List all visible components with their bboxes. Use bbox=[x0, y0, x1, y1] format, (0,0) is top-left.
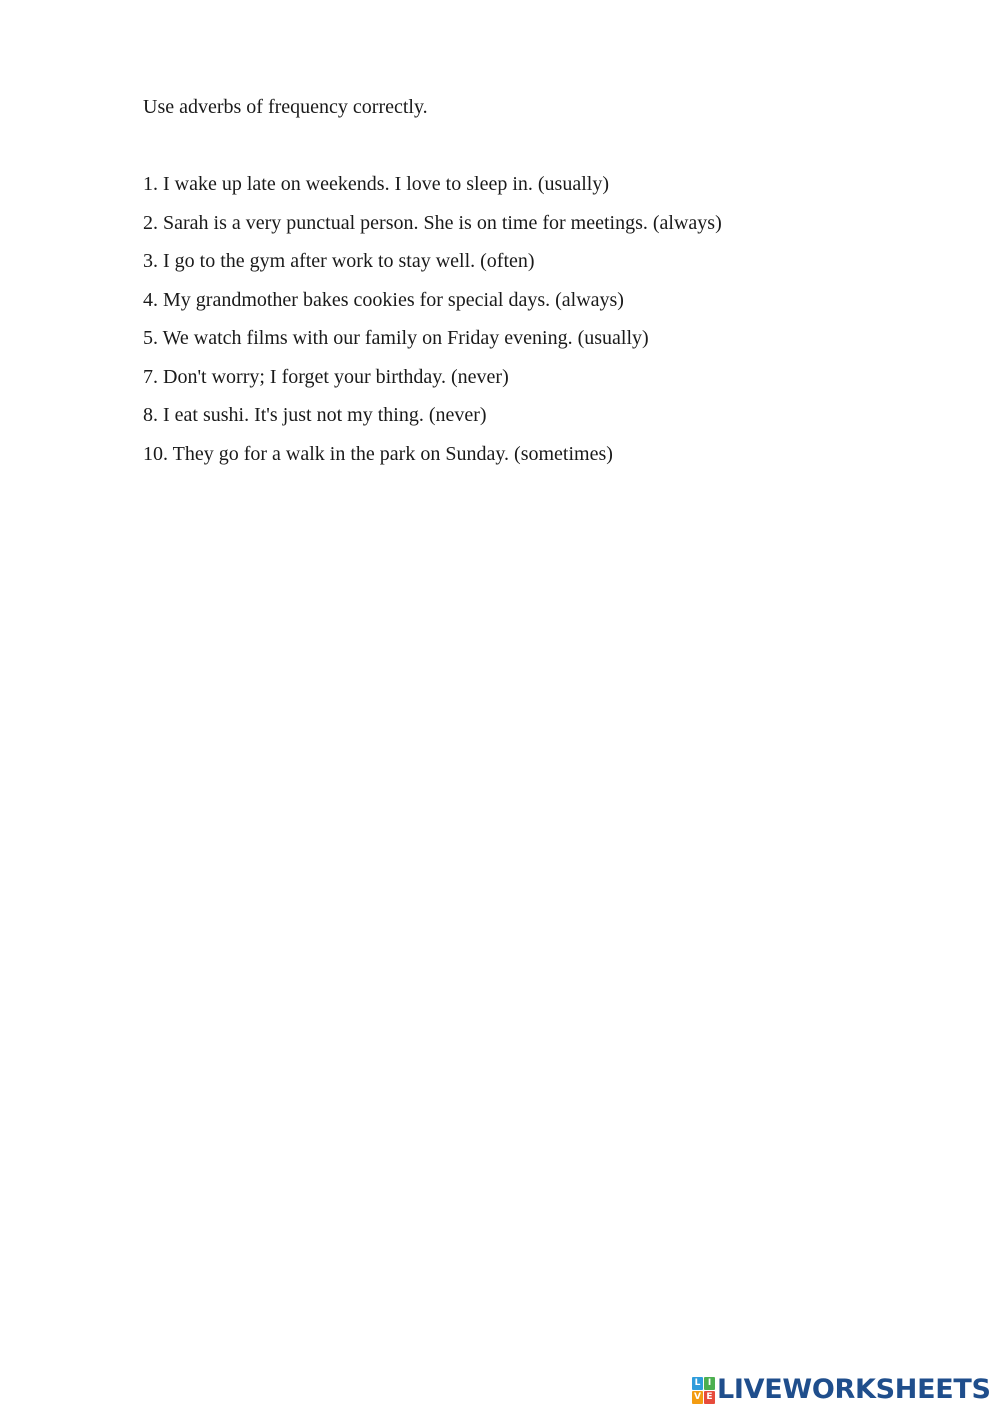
exercise-item: 3. I go to the gym after work to stay well. (often) bbox=[143, 250, 535, 272]
exercise-item: 10. They go for a walk in the park on Sunday. (sometimes) bbox=[143, 442, 613, 465]
logo-mark-icon bbox=[692, 1377, 714, 1403]
logo-mark-letter: E bbox=[704, 1391, 715, 1404]
logo-text: LIVEWORKSHEETS bbox=[717, 1374, 991, 1405]
liveworksheets-logo bbox=[692, 1373, 991, 1407]
exercise-item: 8. I eat sushi. It's just not my thing. (never) bbox=[143, 404, 487, 426]
logo-mark-letter: L bbox=[692, 1377, 703, 1390]
exercise-item: 4. My grandmother bakes cookies for special days. (always) bbox=[143, 288, 624, 311]
logo-mark-letter: I bbox=[704, 1377, 715, 1390]
exercise-item: 5. We watch films with our family on Friday evening. (usually) bbox=[143, 327, 649, 349]
instruction-text: Use adverbs of frequency correctly. bbox=[143, 96, 428, 118]
exercise-item: 7. Don't worry; I forget your birthday. (never) bbox=[143, 365, 509, 388]
exercise-item: 2. Sarah is a very punctual person. She is on time for meetings. (always) bbox=[143, 211, 722, 234]
exercise-item: 1. I wake up late on weekends. I love to sleep in. (usually) bbox=[143, 173, 609, 195]
logo-mark-letter: V bbox=[692, 1391, 703, 1404]
exercise-list bbox=[143, 172, 722, 480]
